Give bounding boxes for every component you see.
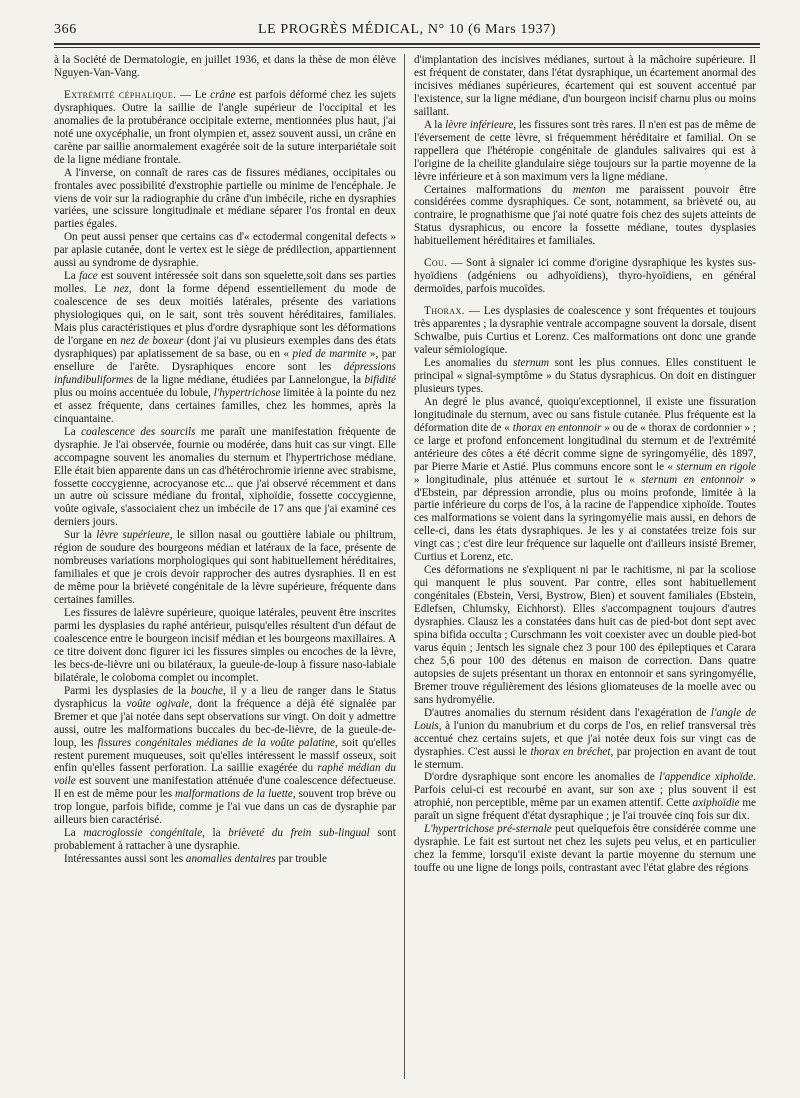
text-run: La (64, 827, 84, 840)
paragraph (54, 167, 396, 232)
text-columns (54, 48, 760, 1088)
paragraph (54, 853, 396, 866)
paragraph (54, 529, 396, 607)
italic-term: l'hypertrichose (213, 386, 281, 399)
text-run: , souvent trop brève ou trop longue, parfois bifide, comme je l'ai vue dans un cas de dysraphie par ailleurs bien caractérisé. (54, 788, 396, 827)
text-run: Sur la (64, 529, 97, 542)
italic-term: voûte ogivale (126, 697, 190, 710)
text-run: limitée à la pointe du nez et assez fréquente, dans certaines familles, chez les hommes, après la cinquantaine. (54, 386, 396, 425)
text-run: Parmi les dysplasies de la (64, 684, 191, 697)
italic-term: coalescence des sourcils (81, 425, 196, 438)
italic-term: crâne (210, 88, 236, 101)
text-run: , dont la fréquence a déjà été signalée par Bremer et que j'ai notée dans sept observations sur vingt. On doit y admettre aussi, outre les malformations buccales du bec-de-lièvre, de la gueule-de-loup, les (54, 697, 396, 749)
paragraph (414, 823, 756, 875)
paragraph (54, 89, 396, 167)
italic-term: L'hypertrichose pré-sternale (424, 823, 552, 836)
section-heading: Cou. (424, 257, 448, 270)
text-run: d'implantation des incisives médianes, surtout à la mâchoire supérieure. Il est fréquent de constater, dans l'état dysraphique, un écartement anormal des incisives médianes supérieures, écartement qui est souvent accentué par l'existence, sur la ligne médiane, d'un bourgeon incisif charnu plus ou moins saillant. (414, 54, 756, 118)
paragraph (54, 231, 396, 270)
italic-term: nez de boxeur (120, 335, 184, 348)
italic-term: fissures congénitales médianes de la voûte palatine (97, 736, 335, 749)
paragraph (54, 270, 396, 425)
italic-term: bouche (190, 684, 223, 697)
text-run: La (64, 425, 82, 438)
text-run: de la ligne médiane, étudiées par Lannelongue, la (133, 373, 365, 386)
paragraph (414, 707, 756, 772)
text-run: , dont la forme dépend essentiellement du mode de coalescence de ses deux moitiés latérales, présente des variations physiologiques qui, on le sait, sont très souvent héréditaires, familiales. Mais plus caractéristiques et plus d'ordre dysraphique sont les déformations de l'organe en (54, 283, 396, 348)
paragraph (414, 257, 756, 296)
italic-term: brièveté du frein sub-lingual (228, 827, 370, 840)
italic-term: sternum en entonnoir (641, 473, 744, 486)
paragraph (54, 827, 396, 853)
text-run: . Parfois celui-ci est recourbé en avant, sur son axe ; plus souvent il est atrophié, non perceptible, même par un examen attentif. Cette (414, 771, 756, 810)
text-run: Les fissures de lalèvre supérieure, quoique latérales, peuvent être inscrites parmi les dysplasies du raphé antérieur, puisqu'elles résultent d'un défaut de coalescence entre le bourgeon incisif médian et les bourgeons maxillaires. A ce titre doivent donc figurer ici les fissures simples ou encoches de la lèvre, les becs-de-lièvre uni ou bilatéraux, la gueule-de-loup à fissure naso-labiale bilatérale, le coloboma complet ou incomplet. (54, 607, 396, 684)
text-run: , soit qu'elles restent purement muqueuses, soit qu'elles intéressent le massif osseux, soit enfin qu'elles fassent perforation. La saillie exagérée du (54, 736, 396, 775)
paragraph (414, 54, 756, 119)
header-rule (54, 43, 760, 45)
italic-term: sternum en rigole (676, 460, 756, 473)
running-header (54, 18, 760, 40)
section-heading: Thorax. (424, 305, 465, 318)
text-run: — Sont à signaler ici comme d'origine dysraphique les kystes sus-hyoïdiens (adgéniens ou adhyoïdiens), thyro-hyoïdiens, en général dermoïdes, parfois mucoïdes. (414, 257, 756, 296)
paragraph (414, 184, 756, 249)
text-run: — Le (176, 88, 211, 101)
text-run: Les anomalies du (424, 356, 514, 369)
text-run: » longitudinale, plus atténuée et surtout le « (414, 473, 642, 486)
text-run: D'ordre dysraphique sont encore les anomalies de (424, 771, 660, 784)
text-run: peut quelquefois être considérée comme une dysraphie. Le fait est surtout net chez les sujets peu velus, et en particulier chez la femme, lorsqu'il existe devant la partie moyenne du sternum une touffe ou une ligne de longs poils, contrastant avec l'état glabre des régions (414, 823, 756, 875)
text-run: par trouble (275, 853, 327, 866)
text-run: A l'inverse, on connaît de rares cas de fissures médianes, occipitales ou frontales avec possibilité d'exstrophie partielle ou minime de l'encéphale. Je viens de voir sur la radiographie du crâne d'un imbécile, riche en dysraphies variées, une scissure longitudinale et médiane séparer l'os frontal en deux parties égales. (54, 166, 396, 231)
italic-term: bifidité (364, 373, 396, 386)
text-run: — Les dysplasies de coalescence y sont fréquentes et toujours très apparentes ; la dysraphie ventrale accompagne souvent la dorsale, disent Schwalbe, puis Curtius et Lorenz. Ces malformations ont donc une grande valeur sémiologique. (414, 305, 756, 357)
italic-term: thorax en bréchet (530, 745, 611, 758)
journal-title: LE PROGRÈS MÉDICAL, N° 10 (6 Mars 1937) (257, 22, 557, 37)
text-run: Intéressantes aussi sont les (64, 853, 186, 866)
text-run: A la (424, 118, 446, 131)
text-run: (dont j'ai vu plusieurs exemples dans des états dysraphiques) par aplatissement de sa base, ou en « (54, 335, 396, 360)
text-run: La (64, 270, 80, 283)
text-run: D'autres anomalies du sternum résident dans l'exagération de (424, 706, 711, 719)
paragraph (414, 305, 756, 357)
text-run: Certaines malformations du (424, 183, 573, 196)
text-run: », par ensellure de l'arête. Dysraphiques encore sont les (54, 347, 396, 373)
section-heading: Extrémité céphalique. (64, 88, 177, 101)
text-run: , la (202, 827, 229, 840)
text-run: An degré le plus avancé, quoiqu'exceptionnel, il existe une fissuration longitudinale du sternum, avec ou sans fistule cutanée. Plus fréquente est la déformation dite de « (414, 395, 756, 434)
paragraph (414, 357, 756, 396)
text-run: me paraît un signe fréquent d'état dysraphique ; je l'ai trouvée cinq fois sur dix. (414, 797, 756, 823)
italic-term: face (79, 270, 98, 283)
left-column (54, 54, 396, 1084)
italic-term: sternum (513, 356, 550, 369)
text-run: » d'Ebstein, par dépression arrondie, plus ou moins profonde, limitée à la partie inférieure du corps de l'os, à la racine de l'appendice xiphoïde. Toutes ces malformations se voient dans la syringomyélie mais aussi, en dehors de celle-ci, dans les états dysraphiques. Je les y ai constatées treize fois sur vingt cas ; c'est dire leur fréquence sur laquelle ont d'ailleurs insisté Bremer, Curtius et Lorenz, etc. (414, 473, 756, 564)
text-run: , il y a lieu de ranger dans le Status dysraphicus la (54, 684, 396, 710)
text-run: est parfois déformé chez les sujets dysraphiques. Outre la saillie de l'angle supérieur de l'occipital et les anomalies de la protubérance occipitale externe, mentionnées plus haut, j'ai noté une oxycéphalie, un front olympien et, assez souvent aussi, un crâne en carène par saillie anormalement exagérée soit de la suture interpariétale soit de la ligne médiane frontale. (54, 88, 396, 166)
paragraph (414, 771, 756, 823)
page-number: 366 (54, 22, 77, 37)
paragraph (54, 607, 396, 685)
column-divider (404, 54, 405, 1079)
italic-term: anomalies dentaires (185, 853, 276, 866)
paragraph (54, 54, 396, 80)
italic-term: l'appendice xiphoïde (659, 771, 754, 784)
paragraph (414, 396, 756, 564)
text-run: plus ou moins accentuée du lobule, (54, 386, 214, 399)
text-run: Ces déformations ne s'expliquent ni par le rachitisme, ni par la scoliose qui manquent le plus souvent. Par contre, elles sont habituellement congénitales (Ebstein, Versi, Bystrow, Bien) et souvent familiales (Ebstein, Edlefsen, Chlumsky, Eichhorst). Elles s'accompagnent toujours d'autres dysraphies. Clausz les a constatées dans huit cas de pied-bot dont sept avec spina bifida occulta ; Curschmann les voit coexister avec un double pied-bot varus équin ; Jentsch les signale chez 3 pour 100 des épileptiques et Carara chez 5,6 pour 100 des détenus en maison de correction. Dans quatre autopsies de sujets présentant un thorax en entonnoir et sans syringomyélie, Bremer trouve régulièrement des lésions gliomateuses de la moelle avec ou sans hydromyélie. (414, 564, 756, 706)
text-run: sont probablement à rattacher à une dysraphie. (54, 827, 396, 853)
paragraph (414, 564, 756, 706)
italic-term: raphé médian du voile (54, 762, 396, 788)
italic-term: l'angle de Louis (414, 706, 756, 732)
text-run: me paraissent pouvoir être considérées comme dysraphiques. Ce sont, notamment, sa brièveté ou, au contraire, le prognathisme que j'ai noté quatre fois chez des sujets atteints de Status dysraphicus, ou encore la fossette médiane, toutes dysplasies habituellement héréditaires et familiales. (414, 183, 756, 248)
text-run: , par projection en avant de tout le sternum. (414, 745, 756, 771)
text-run: , les fissures sont très rares. Il n'en est pas de même de l'éversement de cette lèvre, si fréquemment héréditaire et familial. On se rappellera que l'hétéropie congénitale de glandules salivaires qui est à l'origine de la cheilite glandulaire siège toujours sur la partie moyenne de la lèvre inférieure et à son maximum vers la ligne médiane. (414, 118, 756, 183)
text-run: me paraît une manifestation fréquente de dysraphie. Je l'ai observée, fournie ou modérée, dans huit cas sur vingt. Elle accompagne souvent les anomalies du sternum et l'hypertrichose médiane. Elle était bien apparente dans un cas d'hétérochromie irienne avec strabisme, fossette coccygienne, acrocyanose etc... que j'ai observé récemment et dans un autre où scissure médiane du frontal, xiphoïdie, fossette coccygienne, voûte ogivale, s'associaient chez un imbécile de 17 ans que j'ai examiné ces derniers jours. (54, 425, 396, 529)
text-run: est souvent intéressée soit dans son squelette,soit dans ses parties molles. Le (54, 270, 396, 296)
italic-term: menton (572, 183, 606, 196)
text-run: , à l'union du manubrium et du corps de l'os, en relief transversal très accentué chez certains sujets, et que j'ai notée deux fois sur vingt cas de dysraphies. C'est aussi le (414, 719, 756, 758)
paragraph (54, 685, 396, 827)
paragraph (414, 119, 756, 184)
text-run: est souvent une manifestation atténuée d'une coalescence défectueuse. Il en est de même pour les (54, 775, 396, 801)
text-run: , le sillon nasal ou gouttière labiale ou philtrum, région de soudure des bourgeons médian et latéraux de la face, présente de nombreuses variations morphologiques qui sont habituellement héréditaires, familiales et que je crois devoir rapprocher des autres dysraphies. Il en est de même pour la brièveté congénitale de la lèvre supérieure, fréquente dans certaines familles. (54, 529, 396, 607)
text-run: à la Société de Dermatologie, en juillet 1936, et dans la thèse de mon élève Nguyen-Van-Vang. (54, 54, 396, 79)
text-run: sont les plus connues. Elles constituent le principal « signal-symptôme » du Status dysraphicus. On doit en distinguer plusieurs types. (414, 356, 756, 395)
italic-term: pied de marmite (292, 347, 367, 360)
italic-term: nez (113, 283, 129, 296)
paragraph (54, 426, 396, 530)
text-run: » ou de « thorax de cordonnier » ; ce large et profond enfoncement longitudinal du sternum et de l'extrémité antérieure des côtes a été décrit comme signe de syringomyélie, dès 1897, par Pierre Marie et Astié. Plus communs encore sont le « (414, 421, 756, 473)
italic-term: thorax en entonnoir (512, 421, 602, 434)
text-run: On peut aussi penser que certains cas d'« ectodermal congenital defects » par aplasie cutanée, dont le vertex est le siège de prédilection, appartiennent aussi au syndrome de dysraphie. (54, 231, 396, 270)
italic-term: malformations de la luette (175, 788, 293, 801)
italic-term: macroglossie congénitale (83, 827, 203, 840)
italic-term: dépressions infundibuliformes (54, 360, 396, 386)
right-column (414, 54, 756, 1084)
italic-term: lèvre inférieure (445, 118, 514, 131)
italic-term: lèvre supérieure (96, 529, 170, 542)
italic-term: axiphoïdie (692, 797, 740, 810)
